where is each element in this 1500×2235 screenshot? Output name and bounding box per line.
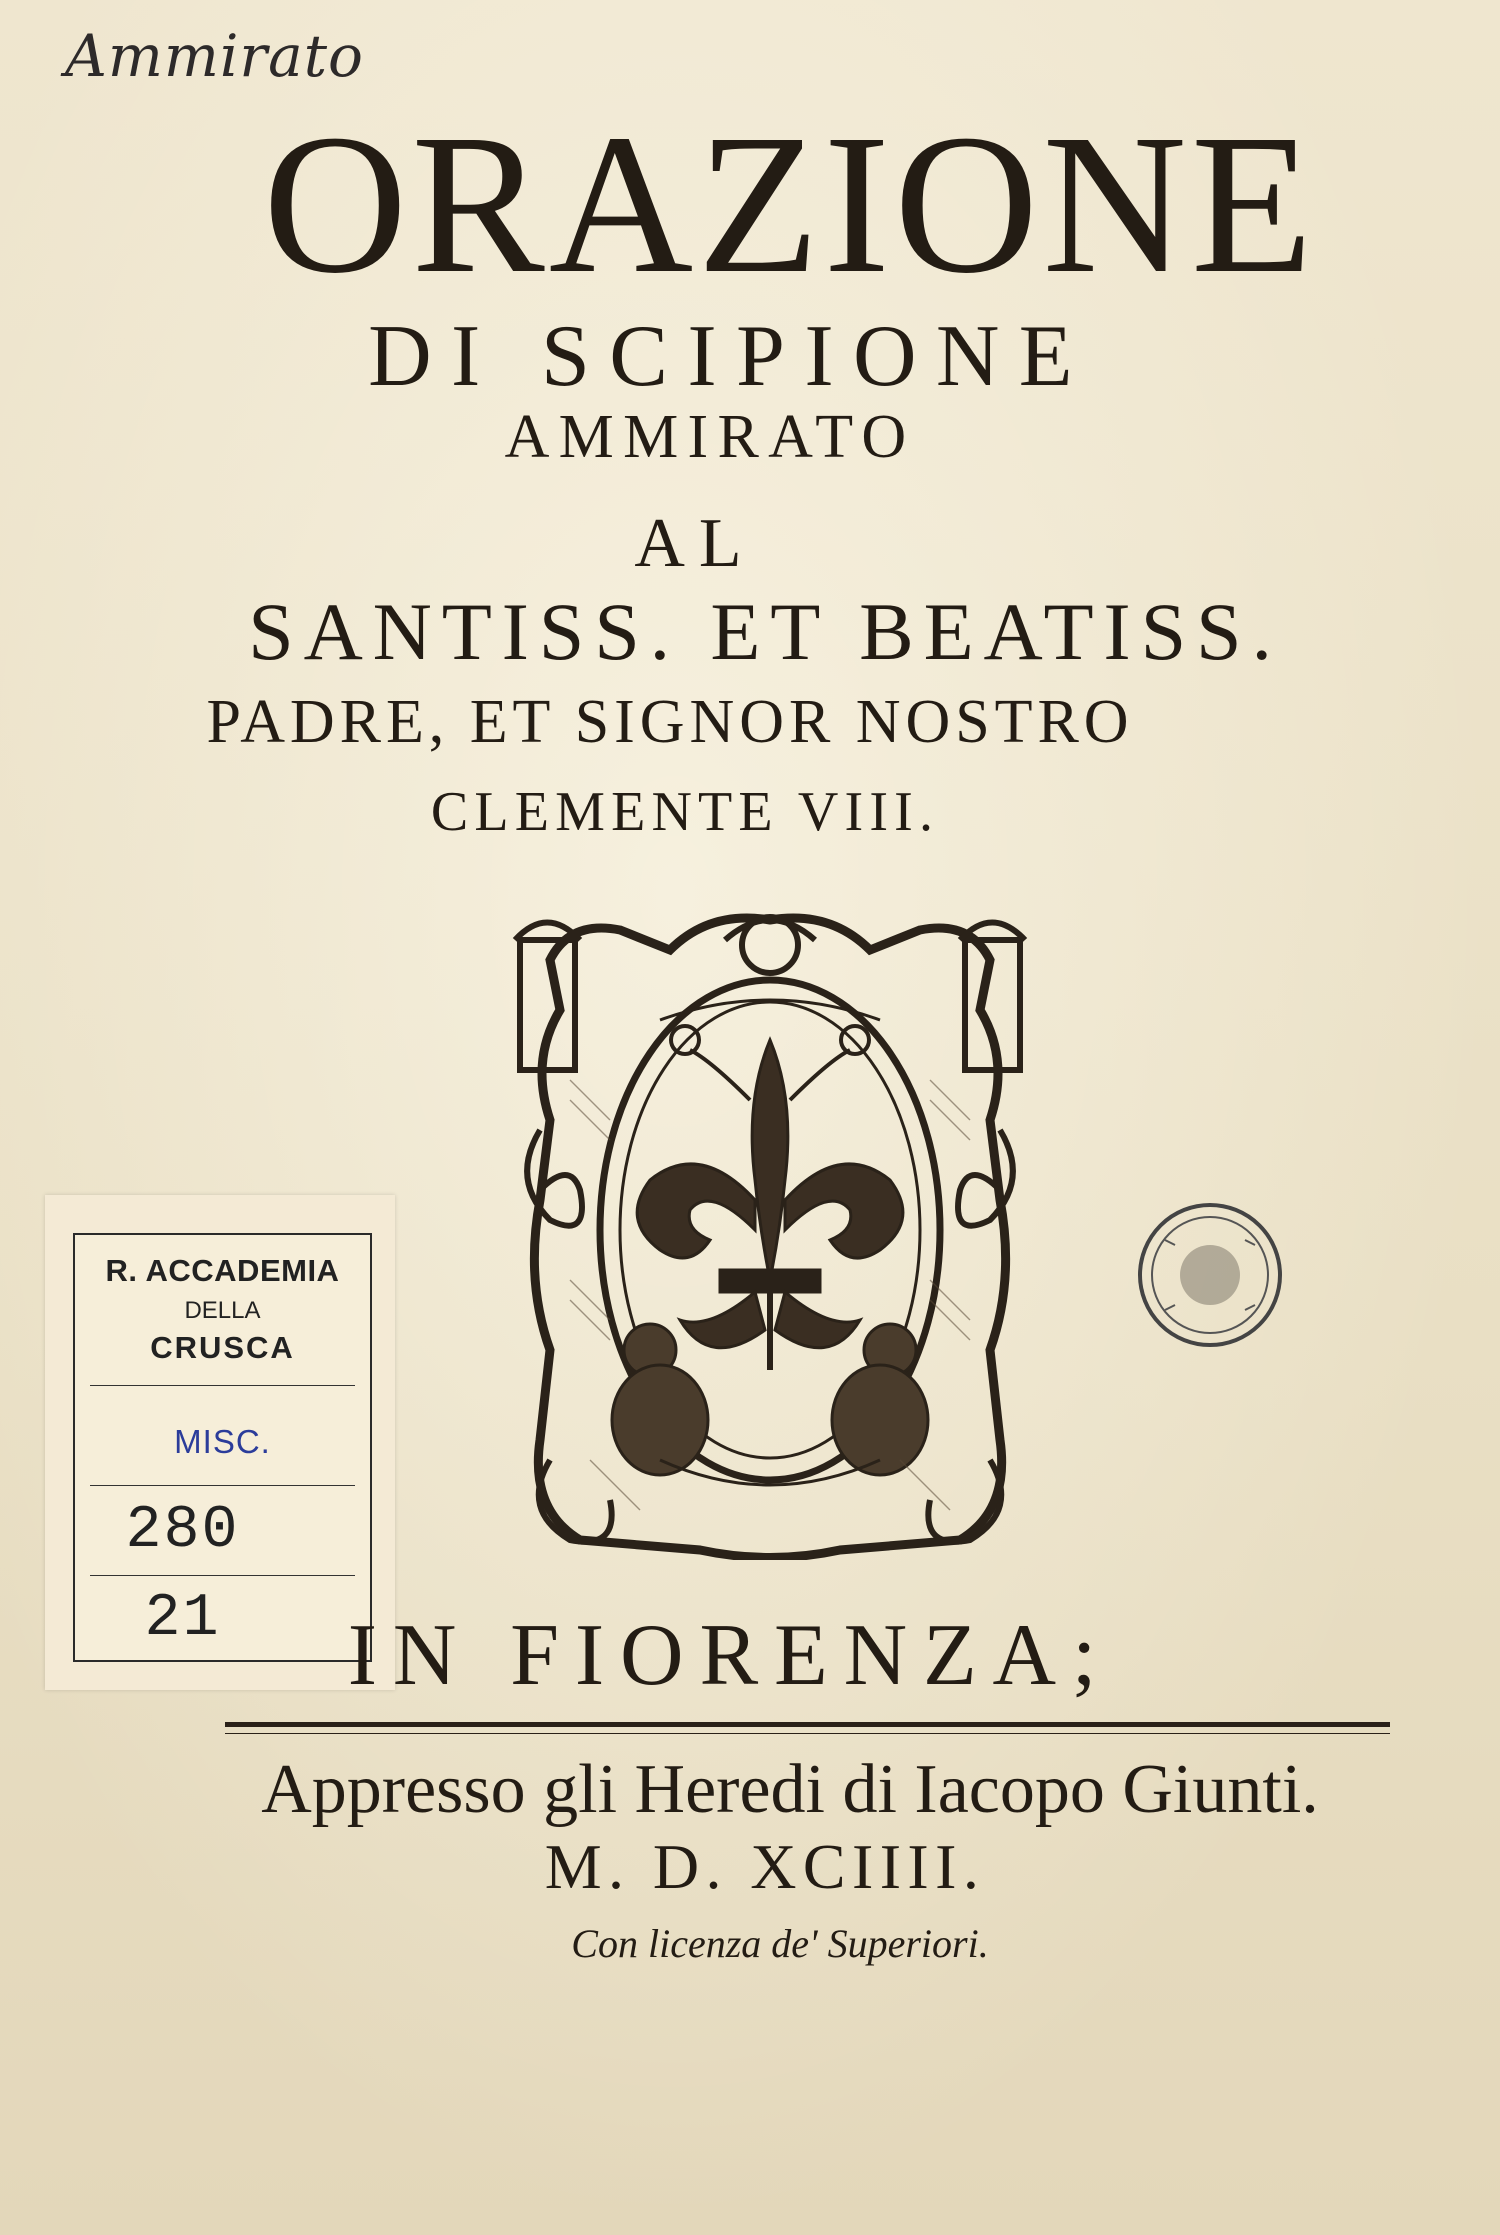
title-padre: PADRE, ET SIGNOR NOSTRO	[206, 688, 1134, 756]
imprint-publisher: Appresso gli Heredi di Iacopo Giunti.	[261, 1751, 1319, 1828]
handwritten-annotation: Ammirato	[65, 22, 364, 90]
label-box	[73, 1233, 372, 1662]
imprint-place: IN FIORENZA;	[347, 1607, 1113, 1704]
title-orazione: ORAZIONE	[262, 94, 1318, 315]
label-institution-line2: DELLA	[184, 1297, 261, 1324]
label-institution-line3: CRUSCA	[150, 1330, 295, 1365]
label-institution-line1: R. ACCADEMIA	[105, 1253, 340, 1288]
printers-device-emblem	[510, 900, 1030, 1560]
imprint-rule-thin	[225, 1733, 1390, 1734]
label-collection: MISC.	[174, 1423, 271, 1460]
label-divider	[90, 1485, 355, 1486]
title-dedication: SANTISS. ET BEATISS.	[248, 586, 1282, 677]
title-author-prefix: DI SCIPIONE	[368, 308, 1092, 405]
title-al: AL	[634, 505, 756, 582]
title-clemente: CLEMENTE VIII.	[430, 781, 940, 843]
label-shelf-number: 280	[125, 1497, 240, 1565]
imprint-rule	[225, 1722, 1390, 1727]
label-item-number: 21	[144, 1585, 221, 1653]
label-divider	[90, 1575, 355, 1576]
library-ownership-stamp	[1135, 1200, 1285, 1350]
imprint-year: M. D. XCIIII.	[544, 1831, 986, 1902]
imprint-license: Con licenza de' Superiori.	[571, 1921, 989, 1966]
label-divider	[90, 1385, 355, 1386]
title-author-name: AMMIRATO	[504, 403, 916, 471]
